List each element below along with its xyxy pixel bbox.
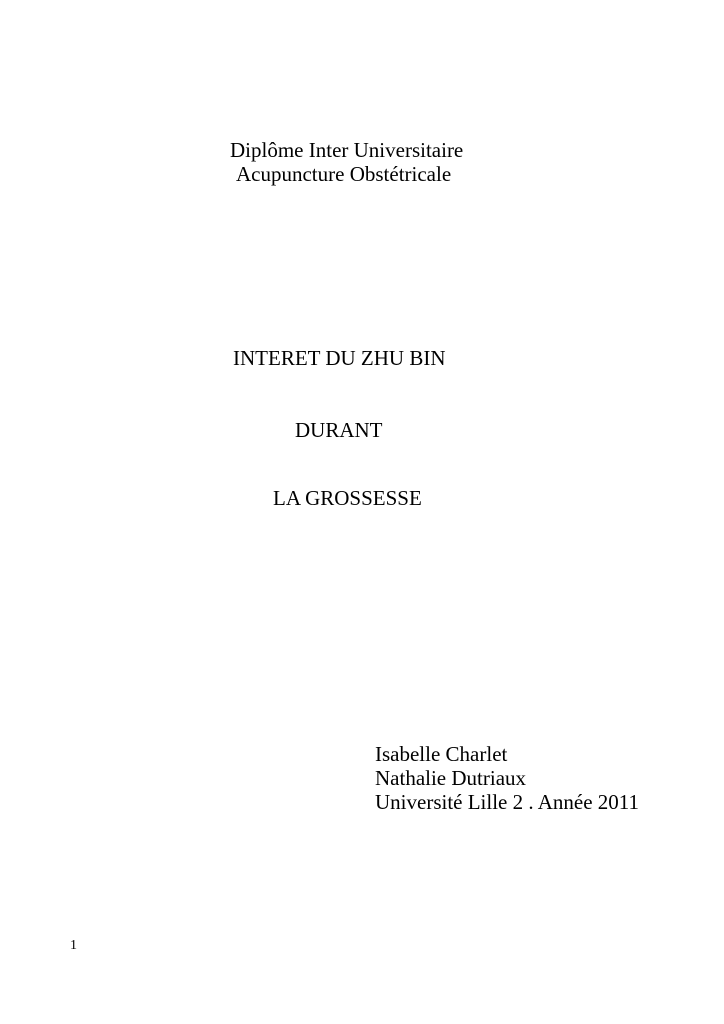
diploma-title: Diplôme Inter Universitaire bbox=[230, 138, 464, 162]
thesis-title-line-1: INTERET DU ZHU BIN bbox=[233, 346, 446, 370]
author-name-2: Nathalie Dutriaux bbox=[375, 766, 527, 790]
page-number: 1 bbox=[70, 938, 77, 953]
author-name-1: Isabelle Charlet bbox=[375, 742, 508, 766]
thesis-title-line-2: DURANT bbox=[295, 418, 383, 442]
thesis-title-line-3: LA GROSSESSE bbox=[273, 486, 422, 510]
author-affiliation: Université Lille 2 . Année 2011 bbox=[375, 790, 639, 814]
diploma-subtitle: Acupuncture Obstétricale bbox=[236, 162, 452, 186]
